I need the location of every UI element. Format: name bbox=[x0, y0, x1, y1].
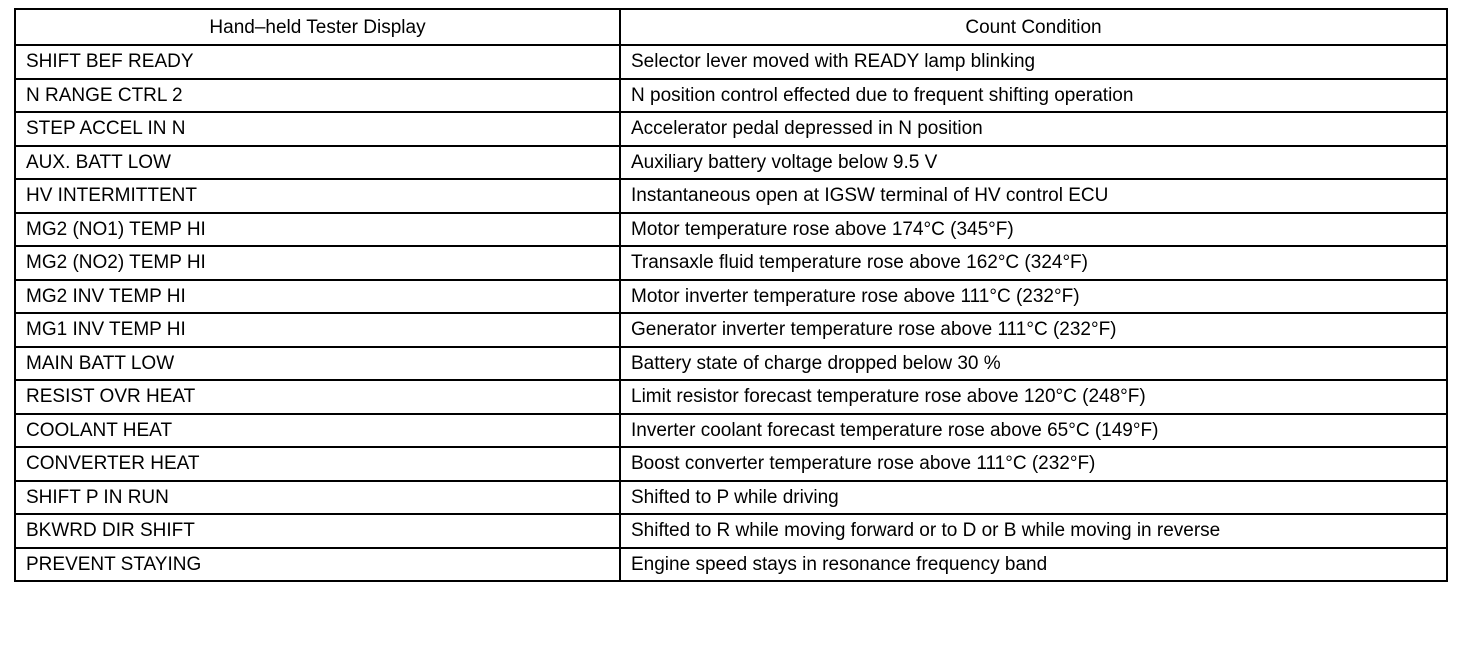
count-condition-cell: Transaxle fluid temperature rose above 162°C (324°F) bbox=[620, 246, 1447, 280]
table-row bbox=[15, 246, 1447, 280]
table-row bbox=[15, 146, 1447, 180]
table-row bbox=[15, 514, 1447, 548]
table-row bbox=[15, 380, 1447, 414]
count-condition-cell: Selector lever moved with READY lamp blinking bbox=[620, 45, 1447, 79]
tester-display-cell: MG1 INV TEMP HI bbox=[15, 313, 620, 347]
count-condition-cell: Motor inverter temperature rose above 111°C (232°F) bbox=[620, 280, 1447, 314]
tester-display-cell: AUX. BATT LOW bbox=[15, 146, 620, 180]
count-condition-cell: N position control effected due to frequent shifting operation bbox=[620, 79, 1447, 113]
count-condition-cell: Engine speed stays in resonance frequency band bbox=[620, 548, 1447, 582]
tester-display-cell: STEP ACCEL IN N bbox=[15, 112, 620, 146]
table-row bbox=[15, 414, 1447, 448]
tester-display-cell: COOLANT HEAT bbox=[15, 414, 620, 448]
table-header-row bbox=[15, 9, 1447, 45]
table-row bbox=[15, 481, 1447, 515]
tester-display-cell: SHIFT BEF READY bbox=[15, 45, 620, 79]
table-row bbox=[15, 313, 1447, 347]
table-row bbox=[15, 280, 1447, 314]
count-condition-cell: Auxiliary battery voltage below 9.5 V bbox=[620, 146, 1447, 180]
tester-display-cell: MG2 (NO2) TEMP HI bbox=[15, 246, 620, 280]
count-condition-cell: Instantaneous open at IGSW terminal of HV control ECU bbox=[620, 179, 1447, 213]
count-condition-cell: Battery state of charge dropped below 30 % bbox=[620, 347, 1447, 381]
tester-count-table bbox=[14, 8, 1448, 582]
table-row bbox=[15, 112, 1447, 146]
table-row bbox=[15, 548, 1447, 582]
count-condition-cell: Shifted to R while moving forward or to D or B while moving in reverse bbox=[620, 514, 1447, 548]
tester-display-cell: MG2 INV TEMP HI bbox=[15, 280, 620, 314]
count-condition-cell: Generator inverter temperature rose above 111°C (232°F) bbox=[620, 313, 1447, 347]
tester-display-cell: SHIFT P IN RUN bbox=[15, 481, 620, 515]
table-row bbox=[15, 79, 1447, 113]
count-condition-cell: Shifted to P while driving bbox=[620, 481, 1447, 515]
count-condition-cell: Limit resistor forecast temperature rose above 120°C (248°F) bbox=[620, 380, 1447, 414]
tester-display-cell: CONVERTER HEAT bbox=[15, 447, 620, 481]
table-row bbox=[15, 347, 1447, 381]
count-condition-cell: Motor temperature rose above 174°C (345°F) bbox=[620, 213, 1447, 247]
count-condition-cell: Boost converter temperature rose above 111°C (232°F) bbox=[620, 447, 1447, 481]
header-tester-display: Hand–held Tester Display bbox=[15, 9, 620, 45]
tester-display-cell: MAIN BATT LOW bbox=[15, 347, 620, 381]
table-row bbox=[15, 213, 1447, 247]
tester-display-cell: N RANGE CTRL 2 bbox=[15, 79, 620, 113]
table-row bbox=[15, 45, 1447, 79]
table-row bbox=[15, 447, 1447, 481]
tester-display-cell: MG2 (NO1) TEMP HI bbox=[15, 213, 620, 247]
table-row bbox=[15, 179, 1447, 213]
header-count-condition: Count Condition bbox=[620, 9, 1447, 45]
tester-display-cell: RESIST OVR HEAT bbox=[15, 380, 620, 414]
tester-display-cell: HV INTERMITTENT bbox=[15, 179, 620, 213]
count-condition-cell: Accelerator pedal depressed in N position bbox=[620, 112, 1447, 146]
tester-display-cell: PREVENT STAYING bbox=[15, 548, 620, 582]
count-condition-cell: Inverter coolant forecast temperature rose above 65°C (149°F) bbox=[620, 414, 1447, 448]
tester-display-cell: BKWRD DIR SHIFT bbox=[15, 514, 620, 548]
